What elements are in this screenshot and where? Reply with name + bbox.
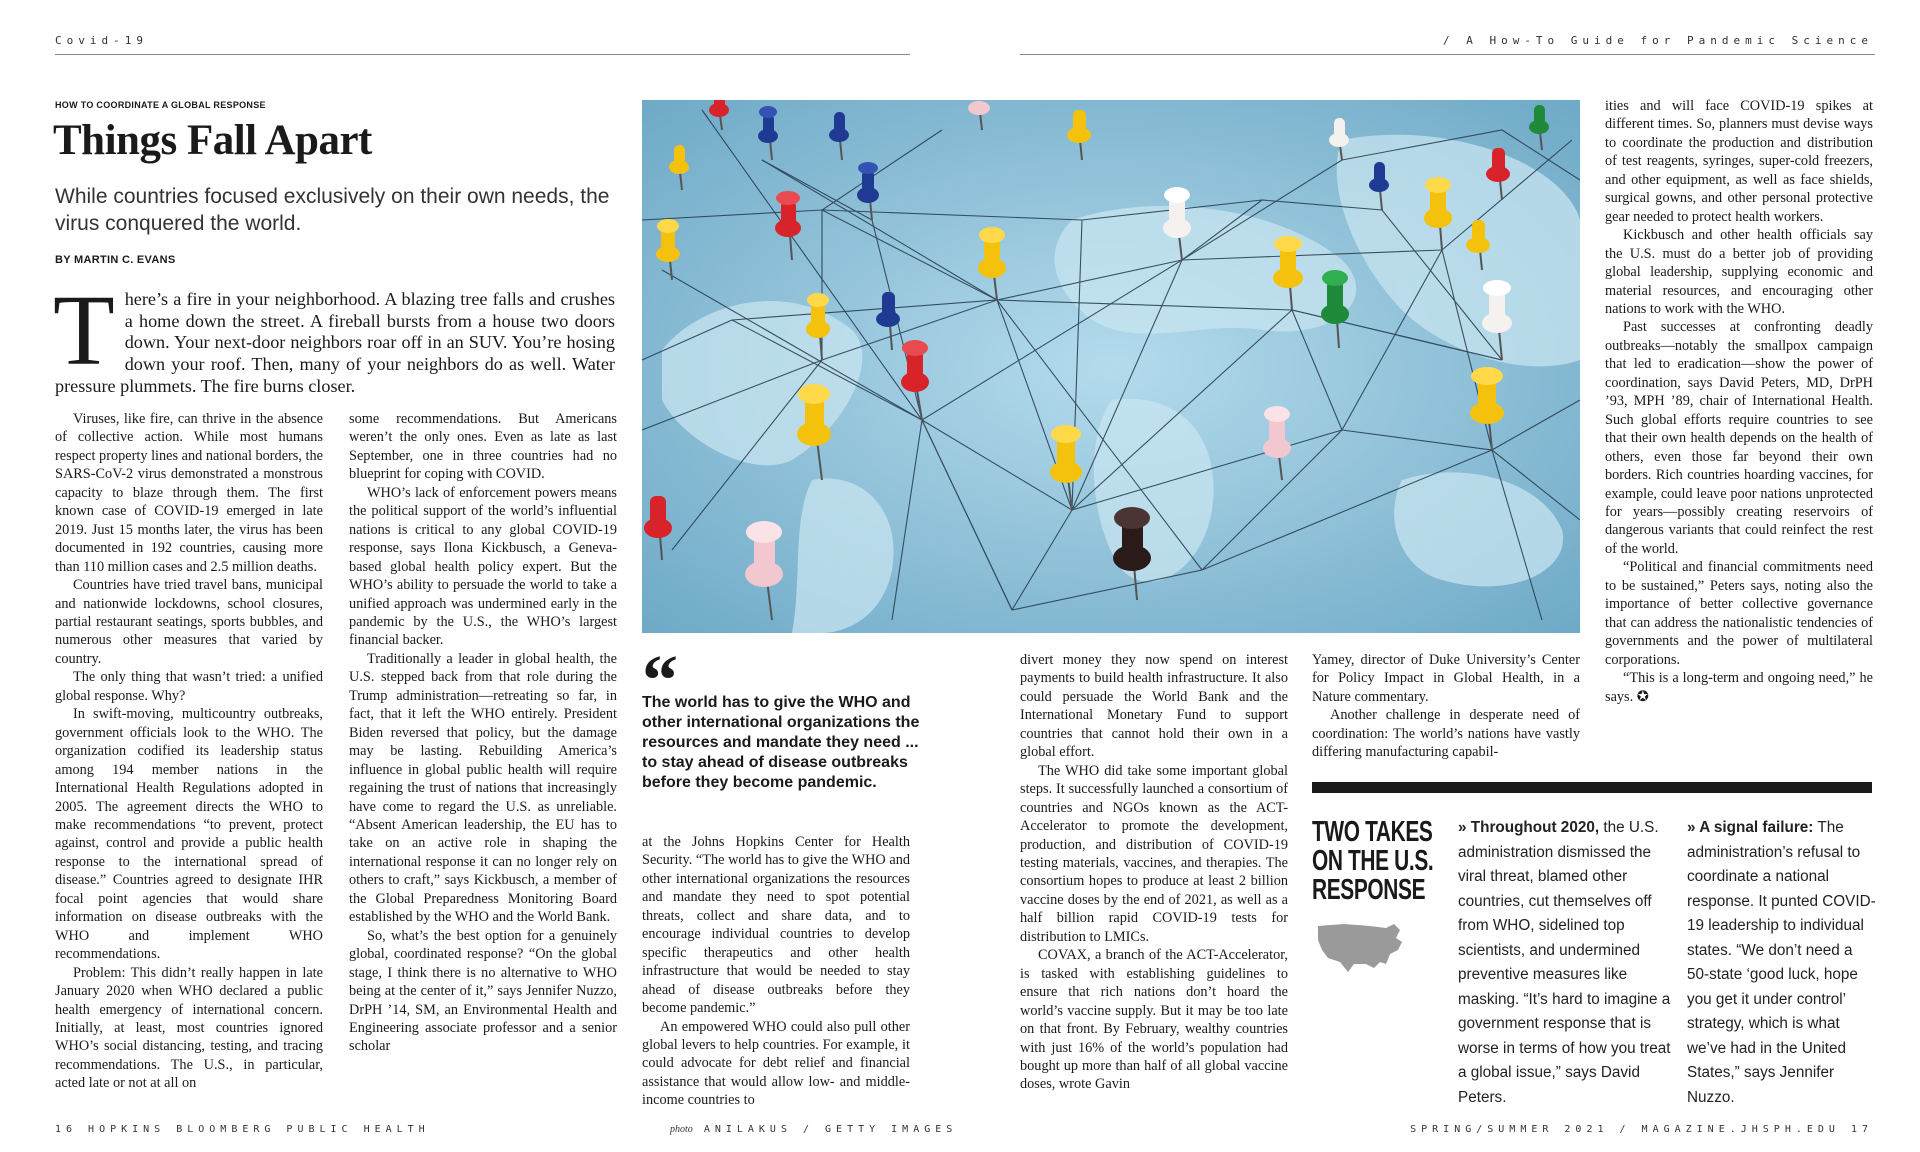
take-1 — [1458, 816, 1673, 1110]
paragraph: ities and will face COVID-19 spikes at different times. So, planners must devise ways to coordinate the production and distribution of test reagents, syringes, super-cold freezers, and other equipment, as well as face shields, surgical gowns, and other personal protective gear needed to protect health workers. — [1605, 98, 1873, 225]
body-column-5 — [1312, 651, 1580, 762]
take-1-lead: » Throughout 2020, — [1458, 819, 1600, 836]
paragraph: “This is a long-term and ongoing need,” he says. ✪ — [1605, 670, 1873, 705]
article-title: Things Fall Apart — [53, 117, 372, 164]
body-column-2 — [349, 410, 617, 1056]
intro-paragraph — [53, 274, 615, 398]
take-2-text: The administration’s refusal to coordinate a national response. It punted COVID-19 leadership to individual states. “We don’t need a 50-state ‘good luck, hope you get it under control’ strategy, which is what we’ve had in the United States,” says Jennifer Nuzzo. — [1687, 819, 1876, 1106]
paragraph: some recommendations. But Americans weren’t the only ones. Even as late as last September, one in three countries had no blueprint for coping with COVID. — [349, 411, 617, 483]
drop-cap: T — [53, 274, 115, 386]
paragraph: An empowered WHO could also pull other global levers to help countries. For example, it could advocate for debt relief and financial assistance that would allow low- and middle-income countries to — [642, 1018, 910, 1109]
sidebar-rule — [1312, 782, 1872, 793]
paragraph: So, what’s the best option for a genuinely global, coordinated response? “On the global stage, I think there is no alternative to WHO being at the center of it,” says Jennifer Nuzzo, DrPH ’14, SM, an Environmental Health and Engineering associate professor and a senior scholar — [349, 927, 617, 1055]
pull-quote: The world has to give the WHO and other international organizations the resources and mandate they need ... to stay ahead of disease outbreaks before they become pandemic. — [642, 694, 920, 791]
body-column-6 — [1605, 97, 1873, 706]
sidebar-title-line: RESPONSE — [1312, 874, 1426, 906]
take-1-text: the U.S. administration dismissed the viral threat, blamed other countries, cut themselves off from WHO, sidelined top scientists, and undermined preventive measures like masking. “It’s hard to imagine a government response that is worse in terms of how you treat a global issue,” says David Peters. — [1458, 819, 1671, 1106]
paragraph: Problem: This didn’t really happen in late January 2020 when WHO declared a public health emergency of international concern. Initially, at least, most countries ignored WHO’s social distancing, testing, and tracing recommendations. The U.S., in particular, acted late or not at all on — [55, 964, 323, 1092]
paragraph: “Political and financial commitments need to be sustained,” Peters says, noting also the importance of better collective governance that can address the nationalistic tendencies of governments and the power of multilateral corporations. — [1605, 559, 1873, 668]
paragraph: In swift-moving, multicountry outbreaks, government officials look to the WHO. The organization codified its leadership status among 194 member nations in the International Health Regulations adopted in 2005. The agreement directs the WHO to make recommendations “to prevent, protect against, control and provide a public health response to the international spread of disease.” Countries agreed to designate IHR focal point agencies that would share information on disease outbreaks with the WHO and implement WHO recommendations. — [55, 706, 323, 963]
paragraph: Countries have tried travel bans, municipal and nationwide lockdowns, school closures, partial restaurant seatings, sports bubbles, and numerous other measures that varied by country. — [55, 577, 323, 667]
section-label: Covid-19 — [55, 34, 148, 47]
header-rule — [55, 54, 910, 55]
paragraph: Viruses, like fire, can thrive in the absence of collective action. While most humans respect property lines and national borders, the SARS-CoV-2 virus demonstrated a monstrous capacity to blaze through them. The first known case of COVID-19 emerged in late 2019. Just 15 months later, the virus has been documented in 192 countries, causing more than 110 million cases and 2.5 million deaths. — [55, 411, 323, 575]
article-dek: While countries focused exclusively on their own needs, the virus conquered the world. — [55, 185, 610, 235]
sidebar-title-line: ON THE U.S. — [1312, 845, 1434, 877]
body-column-4 — [1020, 651, 1288, 1094]
take-2 — [1687, 816, 1877, 1110]
sidebar-title — [1312, 818, 1433, 905]
paragraph: Another challenge in desperate need of coordination: The world’s nations have vastly differing manufacturing capabil- — [1312, 707, 1580, 761]
paragraph: at the Johns Hopkins Center for Health Security. “The world has to give the WHO and other international organizations the resources and mandate they need to spot potential threats, collect and share data, and to encourage individual countries to develop specific therapeutics and other health infrastructure that would be needed to stay ahead of disease outbreaks before they become pandemic.” — [642, 834, 910, 1017]
photo-credit — [670, 1124, 957, 1135]
paragraph: divert money they now spend on interest payments to build health infrastructure. It also could persuade the World Bank and the International Monetary Fund to support countries that cannot hold their own in a global effort. — [1020, 652, 1288, 761]
kicker: HOW TO COORDINATE A GLOBAL RESPONSE — [55, 100, 266, 110]
photo-credit-text: ANILAKUS / GETTY IMAGES — [703, 1124, 958, 1135]
series-label: / A How-To Guide for Pandemic Science — [1442, 34, 1873, 47]
footer-right: SPRING/SUMMER 2021 / MAGAZINE.JHSPH.EDU 17 — [1410, 1124, 1873, 1135]
body-column-3 — [642, 833, 910, 1110]
byline: BY MARTIN C. EVANS — [55, 254, 176, 266]
paragraph: Past successes at confronting deadly outbreaks—notably the smallpox campaign that led to eradication—show the power of coordination, says David Peters, MD, DrPH ’93, MPH ’89, chair of International Health. Such global efforts require countries to see that their own health depends on the health of others, even those far beyond their own borders. Rich countries hoarding vaccines, for example, could leave poor nations unprotected for years—possibly creating reservoirs of dangerous variants that could reinfect the rest of the world. — [1605, 319, 1873, 557]
body-column-1 — [55, 410, 323, 1093]
photo-credit-label: photo — [670, 1124, 693, 1135]
paragraph: Yamey, director of Duke University’s Center for Policy Impact in Global Health, in a Nature commentary. — [1312, 652, 1580, 705]
paragraph: WHO’s lack of enforcement powers means the political support of the world’s influential nations is critical to any global COVID-19 response, says Ilona Kickbusch, a Geneva-based global health policy expert. But the WHO’s ability to persuade the world to take a unified approach was undermined early in the pandemic by the U.S., the WHO’s largest financial backer. — [349, 484, 617, 649]
paragraph: The WHO did take some important global steps. It successfully launched a consortium of countries and NGOs known as the ACT-Accelerator to promote the development, production, and distribution of COVID-19 testing materials, vaccines, and therapies. The consortium hopes to produce at least 2 billion vaccine doses by the end of 2021, as well as a half billion rapid COVID-19 tests for distribution to LMICs. — [1020, 762, 1288, 945]
intro-text: here’s a fire in your neighborhood. A blazing tree falls and crushes a home down the street. A fireball bursts from a house two doors down. Your next-door neighbors roar off in an SUV. You’re hosing down your roof. Then, many of your neighbors do as well. Water pressure plummets. The fire burns closer. — [55, 289, 615, 396]
paragraph: Kickbusch and other health officials say the U.S. must do a better job of providing global leadership, supplying economic and material resources, and encouraging other nations to work with the WHO. — [1605, 227, 1873, 317]
paragraph: The only thing that wasn’t tried: a unified global response. Why? — [55, 669, 323, 704]
footer-left: 16 HOPKINS BLOOMBERG PUBLIC HEALTH — [55, 1124, 430, 1135]
paragraph: COVAX, a branch of the ACT-Accelerator, is tasked with establishing guidelines to ensure that rich nations don’t hoard the world’s vaccine supply. But it may be too late on that front. By February, wealthy countries with just 16% of the world’s population had bought up more than half of all global vaccine doses, wrote Gavin — [1020, 947, 1288, 1093]
take-2-lead: » A signal failure: — [1687, 819, 1814, 836]
paragraph: Traditionally a leader in global health, the U.S. stepped back from that role during the Trump administration—retreating so far, in fact, that it left the WHO entirely. President Biden reversed that policy, but the damage may be lasting. Rebuilding America’s influence in global public health will require regaining the trust of nations that increasingly have come to regard the U.S. as unreliable. “Absent American leadership, the EU has to take on an active role in shaping the international response it can no longer rely on others to craft,” says Kickbusch, a member of the Global Preparedness Monitoring Board established by the WHO and the World Bank. — [349, 650, 617, 926]
header-rule — [1020, 54, 1875, 55]
quote-mark-icon: “ — [642, 640, 678, 720]
us-map-icon — [1314, 918, 1406, 976]
sidebar-title-line: TWO TAKES — [1312, 816, 1433, 848]
